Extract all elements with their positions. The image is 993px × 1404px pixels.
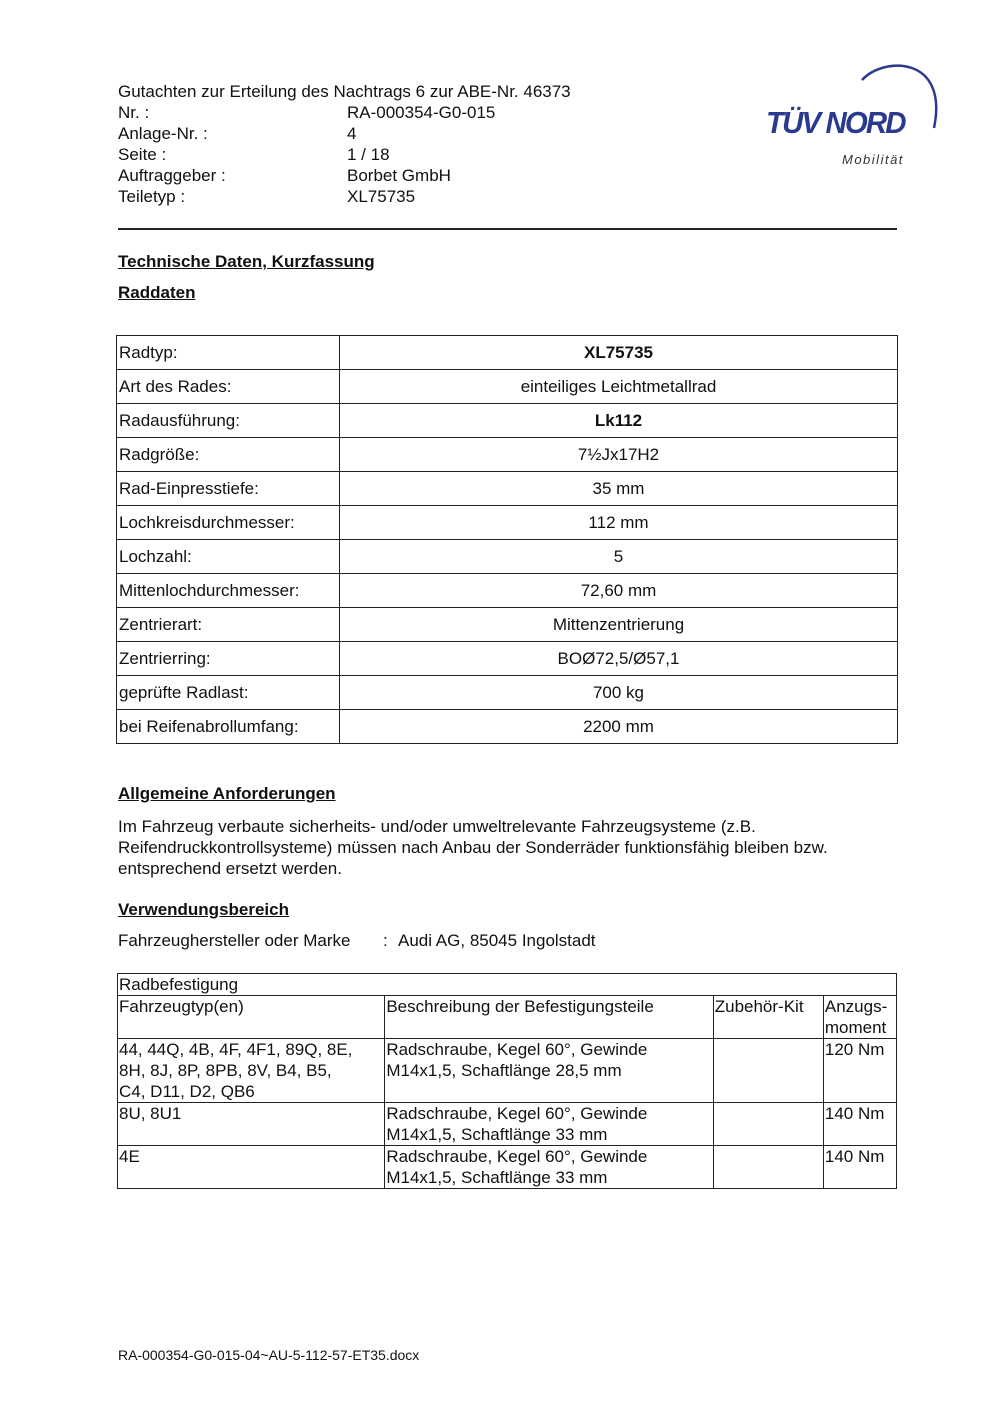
vehicle-types-line: 44, 44Q, 4B, 4F, 4F1, 89Q, 8E, — [119, 1040, 353, 1059]
wheel-value: XL75735 — [340, 336, 898, 370]
paragraph-line: Im Fahrzeug verbaute sicherheits- und/oder umweltrelevante Fahrzeugsysteme (z.B. — [118, 817, 756, 836]
table-row — [117, 608, 898, 642]
wheel-value: 72,60 mm — [340, 574, 898, 608]
auftraggeber-label: Auftraggeber : — [118, 166, 226, 185]
table-row — [117, 370, 898, 404]
table-row — [117, 336, 898, 370]
table-row — [117, 506, 898, 540]
section-verwendung-heading: Verwendungsbereich — [118, 900, 289, 919]
teiletyp-label: Teiletyp : — [118, 187, 186, 206]
seite-value: 1 / 18 — [347, 145, 390, 164]
header-torque — [823, 996, 896, 1039]
anlage-value: 4 — [347, 124, 357, 143]
wheel-value: Lk112 — [340, 404, 898, 438]
tuev-nord-logo — [764, 58, 944, 173]
wheel-value: Mittenzentrierung — [340, 608, 898, 642]
allgemein-paragraph — [118, 816, 908, 879]
section-tech-heading: Technische Daten, Kurzfassung — [118, 252, 375, 271]
document-title: Gutachten zur Erteilung des Nachtrags 6 zur ABE-Nr. 46373 — [118, 82, 571, 101]
fastening-table — [117, 973, 897, 1189]
wheel-key: Zentrierring: — [117, 642, 340, 676]
wheel-key: Rad-Einpresstiefe: — [117, 472, 340, 506]
fastening-description — [385, 1103, 713, 1146]
table-row — [117, 472, 898, 506]
wheel-key: Radausführung: — [117, 404, 340, 438]
table-row — [118, 1146, 897, 1189]
accessory-kit — [713, 1039, 823, 1103]
table-row — [118, 1103, 897, 1146]
wheel-key: Mittenlochdurchmesser: — [117, 574, 340, 608]
auftraggeber-value: Borbet GmbH — [347, 166, 451, 185]
vehicle-types-line: 4E — [119, 1147, 140, 1166]
description-line: Radschraube, Kegel 60°, Gewinde — [386, 1147, 648, 1166]
paragraph-line: Reifendruckkontrollsysteme) müssen nach Anbau der Sonderräder funktionsfähig bleiben bzw. — [118, 838, 828, 857]
header-torque-line: Anzugs- — [824, 997, 888, 1016]
wheel-value: BOØ72,5/Ø57,1 — [340, 642, 898, 676]
wheel-key: Radtyp: — [117, 336, 340, 370]
anlage-label: Anlage-Nr. : — [118, 124, 208, 143]
header-torque-line: moment — [824, 1018, 887, 1037]
wheel-value: einteiliges Leichtmetallrad — [340, 370, 898, 404]
fastening-description — [385, 1039, 713, 1103]
wheel-key: Art des Rades: — [117, 370, 340, 404]
header-desc: Beschreibung der Befestigungsteile — [385, 996, 713, 1039]
logo-tagline: Mobilität — [842, 152, 904, 167]
wheel-value: 5 — [340, 540, 898, 574]
vehicle-types-line: 8H, 8J, 8P, 8PB, 8V, B4, B5, — [119, 1061, 332, 1080]
table-row — [117, 404, 898, 438]
section-raddaten-heading: Raddaten — [118, 283, 196, 302]
header-divider — [118, 228, 897, 230]
manufacturer-value: Audi AG, 85045 Ingolstadt — [398, 931, 596, 950]
manufacturer-separator: : — [383, 931, 388, 950]
description-line: Radschraube, Kegel 60°, Gewinde — [386, 1040, 648, 1059]
table-row — [117, 710, 898, 744]
table-header-row — [118, 996, 897, 1039]
teiletyp-value: XL75735 — [347, 187, 416, 206]
table-row — [117, 438, 898, 472]
description-line: M14x1,5, Schaftlänge 33 mm — [386, 1168, 608, 1187]
header-type: Fahrzeugtyp(en) — [118, 996, 385, 1039]
vehicle-types-line: 8U, 8U1 — [119, 1104, 182, 1123]
description-line: M14x1,5, Schaftlänge 33 mm — [386, 1125, 608, 1144]
torque-value: 120 Nm — [823, 1039, 896, 1103]
wheel-key: geprüfte Radlast: — [117, 676, 340, 710]
vehicle-types — [118, 1146, 385, 1189]
wheel-data-table — [116, 335, 898, 744]
wheel-value: 112 mm — [340, 506, 898, 540]
wheel-key: bei Reifenabrollumfang: — [117, 710, 340, 744]
seite-label: Seite : — [118, 145, 167, 164]
vehicle-types — [118, 1039, 385, 1103]
logo-brand: TÜV NORD — [766, 105, 905, 140]
nr-label: Nr. : — [118, 103, 150, 122]
fastening-description — [385, 1146, 713, 1189]
vehicle-types-line: C4, D11, D2, QB6 — [119, 1082, 255, 1101]
torque-value: 140 Nm — [823, 1146, 896, 1189]
table-row — [117, 540, 898, 574]
paragraph-line: entsprechend ersetzt werden. — [118, 859, 342, 878]
header-kit: Zubehör-Kit — [713, 996, 823, 1039]
table-row — [118, 1039, 897, 1103]
table-row — [117, 642, 898, 676]
wheel-key: Lochzahl: — [117, 540, 340, 574]
wheel-value: 35 mm — [340, 472, 898, 506]
footer-filename: RA-000354-G0-015-04~AU-5-112-57-ET35.docx — [118, 1347, 420, 1363]
description-line: M14x1,5, Schaftlänge 28,5 mm — [386, 1061, 622, 1080]
description-line: Radschraube, Kegel 60°, Gewinde — [386, 1104, 648, 1123]
accessory-kit — [713, 1146, 823, 1189]
table-row — [117, 676, 898, 710]
wheel-key: Radgröße: — [117, 438, 340, 472]
nr-value: RA-000354-G0-015 — [347, 103, 496, 122]
wheel-value: 700 kg — [340, 676, 898, 710]
accessory-kit — [713, 1103, 823, 1146]
wheel-key: Lochkreisdurchmesser: — [117, 506, 340, 540]
table-row — [118, 974, 897, 996]
wheel-key: Zentrierart: — [117, 608, 340, 642]
wheel-value: 7½Jx17H2 — [340, 438, 898, 472]
wheel-value: 2200 mm — [340, 710, 898, 744]
torque-value: 140 Nm — [823, 1103, 896, 1146]
table-row — [117, 574, 898, 608]
fastening-caption: Radbefestigung — [118, 974, 897, 996]
manufacturer-label: Fahrzeughersteller oder Marke — [118, 931, 351, 950]
section-allgemein-heading: Allgemeine Anforderungen — [118, 784, 336, 803]
vehicle-types — [118, 1103, 385, 1146]
